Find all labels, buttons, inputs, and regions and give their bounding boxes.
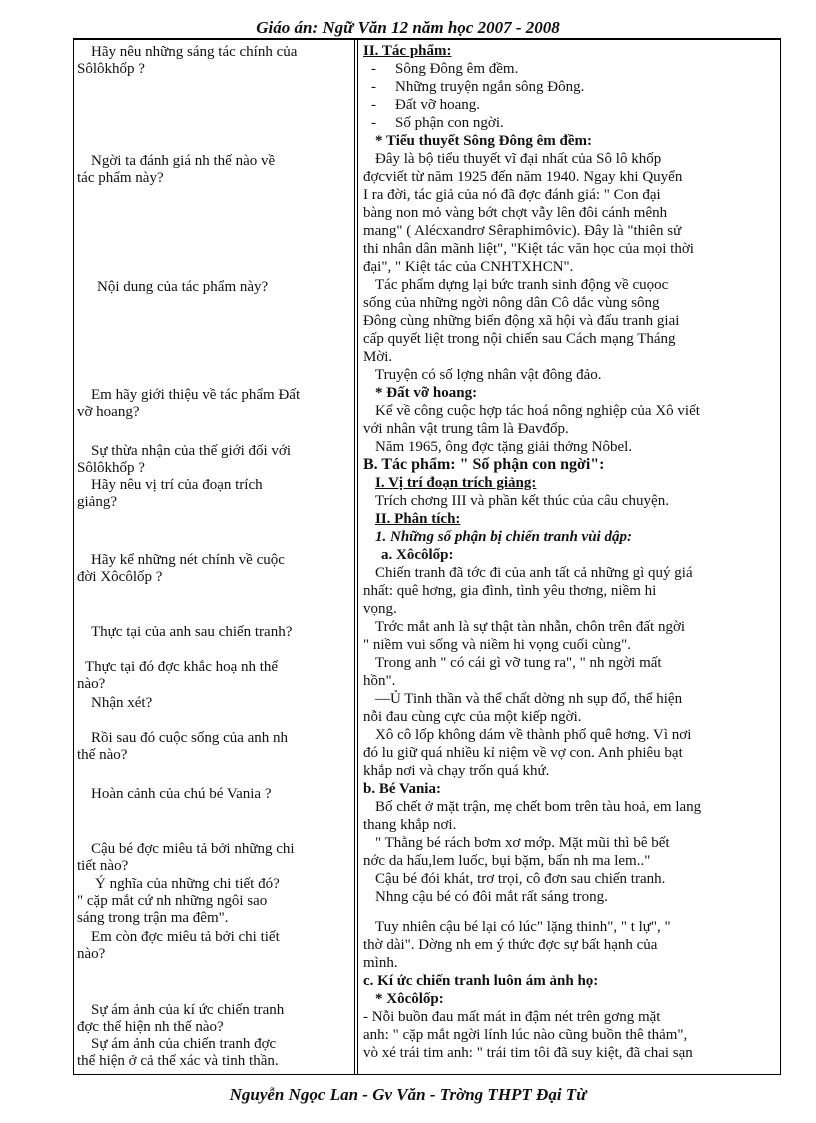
question-other-details: Em còn đợc miêu tả bởi chi tiết nào?	[77, 929, 280, 962]
novel-title: * Tiểu thuyết Sông Đông êm đềm:	[375, 133, 592, 149]
column-divider-inner	[357, 40, 358, 1074]
war-memory-title: c. Kí ức chiến tranh luôn ám ảnh họ:	[363, 973, 599, 989]
xocolop-title: a. Xôcôlốp:	[381, 547, 454, 563]
page-footer: Nguyễn Ngọc Lan - Gv Văn - Trờng THPT Đại Từ	[229, 1085, 587, 1104]
question-details: Cậu bé đợc miêu tả bởi những chi tiết nào?	[77, 841, 295, 874]
work-item: - Sông Đông êm đềm.	[371, 61, 519, 77]
question-evaluation: Ngời ta đánh giá nh thế nào về tác phẩm này?	[77, 153, 276, 186]
lesson-content: II. Tác phẩm: - Sông Đông êm đềm. - Những truyện ngắn sông Đông. - Đất vỡ hoang. - Số phận con ngời. * Tiểu thuyết Sông Đông êm đềm: Đây là bộ tiểu thuyết vĩ đại nhất của Sô lô khốp đợcviết từ năm 1925 đến năm 1940. Ngay khi Quyển I ra đời, tác giả của nó đã đợc đánh giá: " Con đại bàng non mỏ vàng bớt chợt vẫy lên đôi cánh mênh mang" ( Alécxandrơ Sêraphimôvic). Đây là "thiên sử thi nhân dân mãnh liệt", "Kiệt tác văn học của mọi thời đại", " Kiệt tác của CNHTXHCN". Tác phẩm dựng lại bức tranh sinh động về cuọoc sống của những ngời nông dân Cô dắc vùng sông Đông cùng những biến động xã hội và đấu tranh giai cấp quyết liệt trong nội chiến sau Cách mạng Tháng Mời. Truyện có số lợng nhân vật đông đảo. * Đất vỡ hoang: Kể về công cuộc hợp tác hoá nông nghiệp của Xô viết với nhân vật trung tâm là Đavđốp. Năm 1965, ông đợc tặng giải thởng Nôbel. B. Tác phẩm: " Số phận con ngời": I. Vị trí đoạn trích giảng: Trích chơng III và phần kết thúc của câu chuyện. II. Phân tích: 1. Những số phận bị chiến tranh vùi dập: a. Xôcôlốp: Chiến tranh đã tớc đi của anh tất cả những gì quý giá nhất: quê hơng, gia đình, tình yêu thơng, niềm hi vọng. Trớc mắt anh là sự thật tàn nhẫn, chôn trên đất ngời " niềm vui sống và niềm hi vọng cuối cùng". Trong anh " có cái gì vỡ tung ra", " nh ngời mất hồn". —Ủ Tinh thần và thể chất dờng nh sụp đổ, thể hiện nỗi đau cùng cực của một kiếp ngời. Xô cô lốp không dám về thành phố quê hơng. Vì nơi đó lu giữ quá nhiều kỉ niệm về vợ con. Anh phiêu bạt khắp nơi và chạy trốn quá khứ. b. Bé Vania: Bố chết ở mặt trận, mẹ chết bom trên tàu hoả, em lang thang khắp nơi. " Thằng bé rách bơm xơ mớp. Mặt mũi thì bê bết nớc da hấu,lem luốc, bụi bặm, bẩn nh ma lem.." Cậu bé đói khát, trơ trọi, cô đơn sau chiến tranh. Nhng cậu bé có đôi mắt rất sáng trong. Tuy nhiên cậu bé lại có lúc" lặng thinh", " t lự", " thờ dài". Dờng nh em ý thức đợc sự bất hạnh của mình. c. Kí ức chiến tranh luôn ám ảnh họ: * Xôcôlốp: - Nỗi buồn đau mất mát in đậm nét trên gơng mặt anh: " cặp mắt ngời lính lúc nào cũng buồn thê thảm", vò xé trái tim anh: " trái tim tôi đã suy kiệt, đã chai sạn	[363, 42, 777, 1062]
question-war-memory: Sự ám ảnh của kí ức chiến tranh đợc thể hiện nh thế nào? Sự ám ảnh của chiến tranh đợc thể hiện ở cả thể xác và tinh thần.	[77, 1002, 285, 1069]
question-recognition: Sự thừa nhận của thế giới đối với Sôlôkhốp ?	[77, 443, 292, 476]
page-header: Giáo án: Ngữ Văn 12 năm học 2007 - 2008	[256, 18, 560, 37]
work-item: - Những truyện ngắn sông Đông.	[371, 79, 585, 95]
dat-vo-hoang-title: * Đất vỡ hoang:	[375, 385, 478, 401]
question-after: Rồi sau đó cuộc sống của anh nh thế nào?	[77, 730, 289, 763]
question-comment: Nhận xét?	[91, 695, 153, 711]
work-item: - Đất vỡ hoang.	[371, 97, 480, 113]
question-works: Hãy nêu những sáng tác chính của Sôlôkhốp ?	[77, 44, 298, 77]
question-position: Hãy nêu vị trí của đoạn trích giảng?	[77, 477, 263, 510]
column-divider	[354, 40, 355, 1074]
vania-title: b. Bé Vania:	[363, 781, 441, 797]
question-dat-vo-hoang: Em hãy giới thiệu về tác phẩm Đất vỡ hoang?	[77, 387, 301, 420]
analysis-title: II. Phân tích:	[375, 511, 461, 527]
question-meaning: Ý nghĩa của những chi tiết đó? " cặp mắt cứ nh những ngôi sao sáng trong trận ma đêm".	[77, 876, 280, 926]
table-border-right	[780, 40, 781, 1074]
war-memory-subtitle: * Xôcôlốp:	[375, 991, 444, 1007]
section-b-title: B. Tác phẩm: " Số phận con ngời":	[363, 456, 605, 473]
question-life: Hãy kể những nét chính về cuộc đời Xôcôlốp ?	[77, 552, 285, 585]
question-vania: Hoàn cảnh của chú bé Vania ?	[91, 786, 272, 802]
section-works-title: II. Tác phẩm:	[363, 43, 452, 59]
question-content: Nội dung của tác phẩm này?	[97, 279, 269, 295]
question-depiction: Thực tại đó đợc khắc hoạ nh thế nào?	[77, 659, 279, 692]
table-border-left	[73, 40, 74, 1074]
position-title: I. Vị trí đoạn trích giảng:	[375, 475, 537, 491]
work-item: - Số phận con ngời.	[371, 115, 504, 131]
question-reality: Thực tại của anh sau chiến tranh?	[91, 624, 293, 640]
lesson-table	[73, 38, 781, 1075]
subsection-1-title: 1. Những số phận bị chiến tranh vùi dập:	[375, 529, 632, 545]
